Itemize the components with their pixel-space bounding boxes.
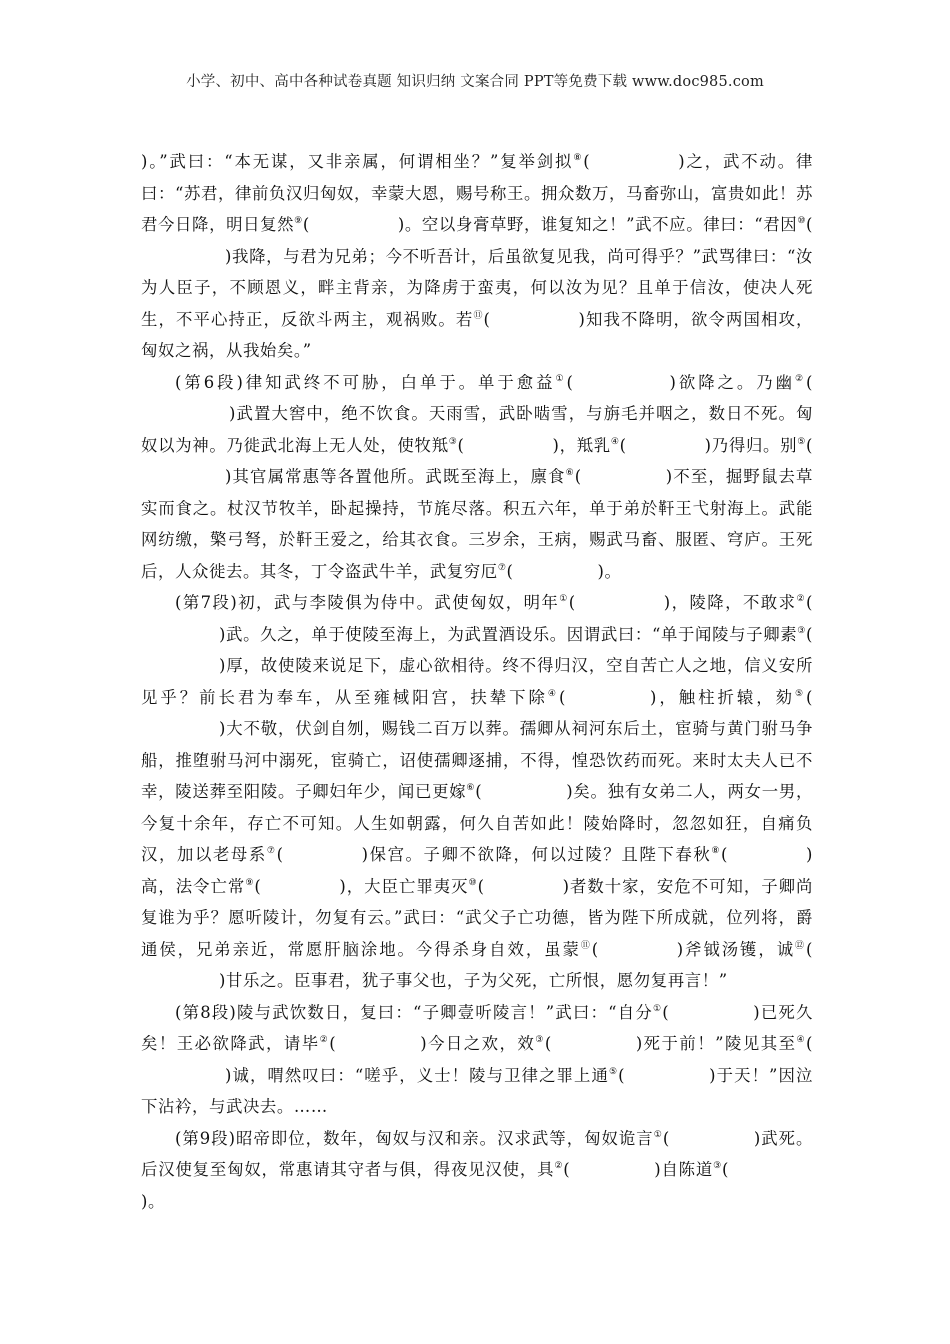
- note-marker: ⑤: [797, 436, 807, 447]
- paragraph-9: (第9段)昭帝即位，数年，匈奴与汉和亲。汉求武等，匈奴诡言①( )武死。后汉使复至匈奴，常惠请其守者与俱，得夜见汉使，具②( )自陈道③()。: [141, 1128, 814, 1211]
- paragraph-6: (第6段)律知武终不可胁，白单于。单于愈益①( )欲降之。乃幽②()武置大窖中，绝不饮食。天雨雪，武卧啮雪，与旃毛并咽之，数日不死。匈奴以为神。乃徙武北海上无人处，使牧羝③( )，羝乳④( )乃得归。别⑤()其官属常惠等各置他所。武既至海上，廪食⑥( )不至，掘野鼠去草实而食之。杖汉节牧羊，卧起操持，节旄尽落。积五六年，单于弟於靬王弋射海上。武能网纺缴，檠弓弩，於靬王爱之，给其衣食。三岁余，王病，赐武马畜、服匿、穹庐。王死后，人众徙去。其冬，丁令盗武牛羊，武复穷厄⑦( )。: [141, 372, 814, 581]
- note-marker: ⑫: [795, 940, 806, 951]
- note-marker: ②: [794, 373, 806, 384]
- note-marker: ⑪: [580, 940, 592, 951]
- note-marker: ⑥: [466, 783, 476, 793]
- note-marker: ③: [448, 436, 458, 447]
- note-marker: ①: [555, 373, 567, 384]
- note-marker: ②: [319, 1035, 330, 1045]
- note-marker: ④: [610, 436, 620, 447]
- note-marker: ⑥: [565, 468, 575, 478]
- note-marker: ③: [535, 1035, 545, 1045]
- note-marker: ⑧: [573, 153, 584, 163]
- note-marker: ⑦: [266, 846, 277, 856]
- paragraph-7: (第7段)初，武与李陵俱为侍中。武使匈奴，明年①( )，陵降，不敢求②()武。久之，单于使陵至海上，为武置酒设乐。因谓武曰：“单于闻陵与子卿素③()厚，故使陵来说足下，虚心欲相待。终不得归汉，空自苦亡人之地，信义安所见乎？前长君为奉车，从至雍棫阳宫，扶辇下除④( )，触柱折辕，劾⑤()大不敬，伏剑自刎，赐钱二百万以葬。孺卿从祠河东后土，宦骑与黄门驸马争船，推堕驸马河中溺死，宦骑亡，诏使孺卿逐捕，不得，惶恐饮药而死。来时太夫人已不幸，陵送葬至阳陵。子卿妇年少，闻已更嫁⑥( )矣。独有女弟二人，两女一男，今复十余年，存亡不可知。人生如朝露，何久自苦如此！陵始降时，忽忽如狂，自痛负汉，加以老母系⑦( )保宫。子卿不欲降，何以过陵？且陛下春秋⑧( )高，法令亡常⑨( )，大臣亡罪夷灭⑩( )者数十家，安危不可知，子卿尚复谁为乎？愿听陵计，勿复有云。”武曰：“武父子亡功德，皆为陛下所成就，位列将，爵通侯，兄弟亲近，常愿肝脑涂地。今得杀身自效，虽蒙⑪( )斧钺汤镬，诚⑫()甘乐之。臣事君，犹子事父也，子为父死，亡所恨，愿勿复再言！”: [141, 593, 814, 990]
- note-marker: ①: [653, 1129, 663, 1140]
- document-body: [141, 146, 813, 1217]
- note-marker: ③: [797, 625, 806, 636]
- note-marker: ⑨: [294, 216, 303, 226]
- note-marker: ⑤: [794, 688, 807, 699]
- note-marker: ③: [713, 1161, 723, 1171]
- paragraph-8: (第8段)陵与武饮数日，复曰：“子卿壹听陵言！”武曰：“自分①( )已死久矣！王必欲降武，请毕②( )今日之欢，效③( )死于前！”陵见其至④()诚，喟然叹曰：“嗟乎，义士！陵与卫律之罪上通⑤( )于天！”因泣下沾衿，与武决去。……: [141, 1002, 814, 1116]
- note-marker: ⑤: [608, 1066, 619, 1077]
- paragraph-5-continued: )。”武曰：“本无谋，又非亲属，何谓相坐？”复举剑拟⑧( )之，武不动。律曰：“苏君，律前负汉归匈奴，幸蒙大恩，赐号称王。拥众数万，马畜弥山，富贵如此！苏君今日降，明日复然⑨( )。空以身膏草野，谁复知之！”武不应。律曰：“君因⑩()我降，与君为兄弟；今不听吾计，后虽欲复见我，尚可得乎？”武骂律曰：“汝为人臣子，不顾恩义，畔主背亲，为降虏于蛮夷，何以汝为见？且单于信汝，使决人死生，不平心持正，反欲斗两主，观祸败。若⑪( )知我不降明，欲令两国相攻，匈奴之祸，从我始矣。”: [141, 152, 814, 360]
- note-marker: ⑩: [797, 216, 807, 226]
- note-marker: ②: [554, 1161, 564, 1171]
- note-marker: ⑩: [468, 877, 478, 888]
- note-marker: ④: [547, 688, 559, 699]
- note-marker: ①: [652, 1003, 663, 1014]
- note-marker: ⑪: [473, 310, 484, 321]
- page-header: 小学、初中、高中各种试卷真题 知识归纳 文案合同 PPT等免费下载 www.doc985.com: [186, 74, 764, 90]
- note-marker: ⑨: [245, 877, 255, 888]
- note-marker: ⑦: [497, 562, 507, 573]
- note-marker: ①: [559, 594, 569, 604]
- note-marker: ④: [796, 1035, 806, 1045]
- note-marker: ⑧: [711, 846, 722, 856]
- note-marker: ②: [796, 594, 806, 604]
